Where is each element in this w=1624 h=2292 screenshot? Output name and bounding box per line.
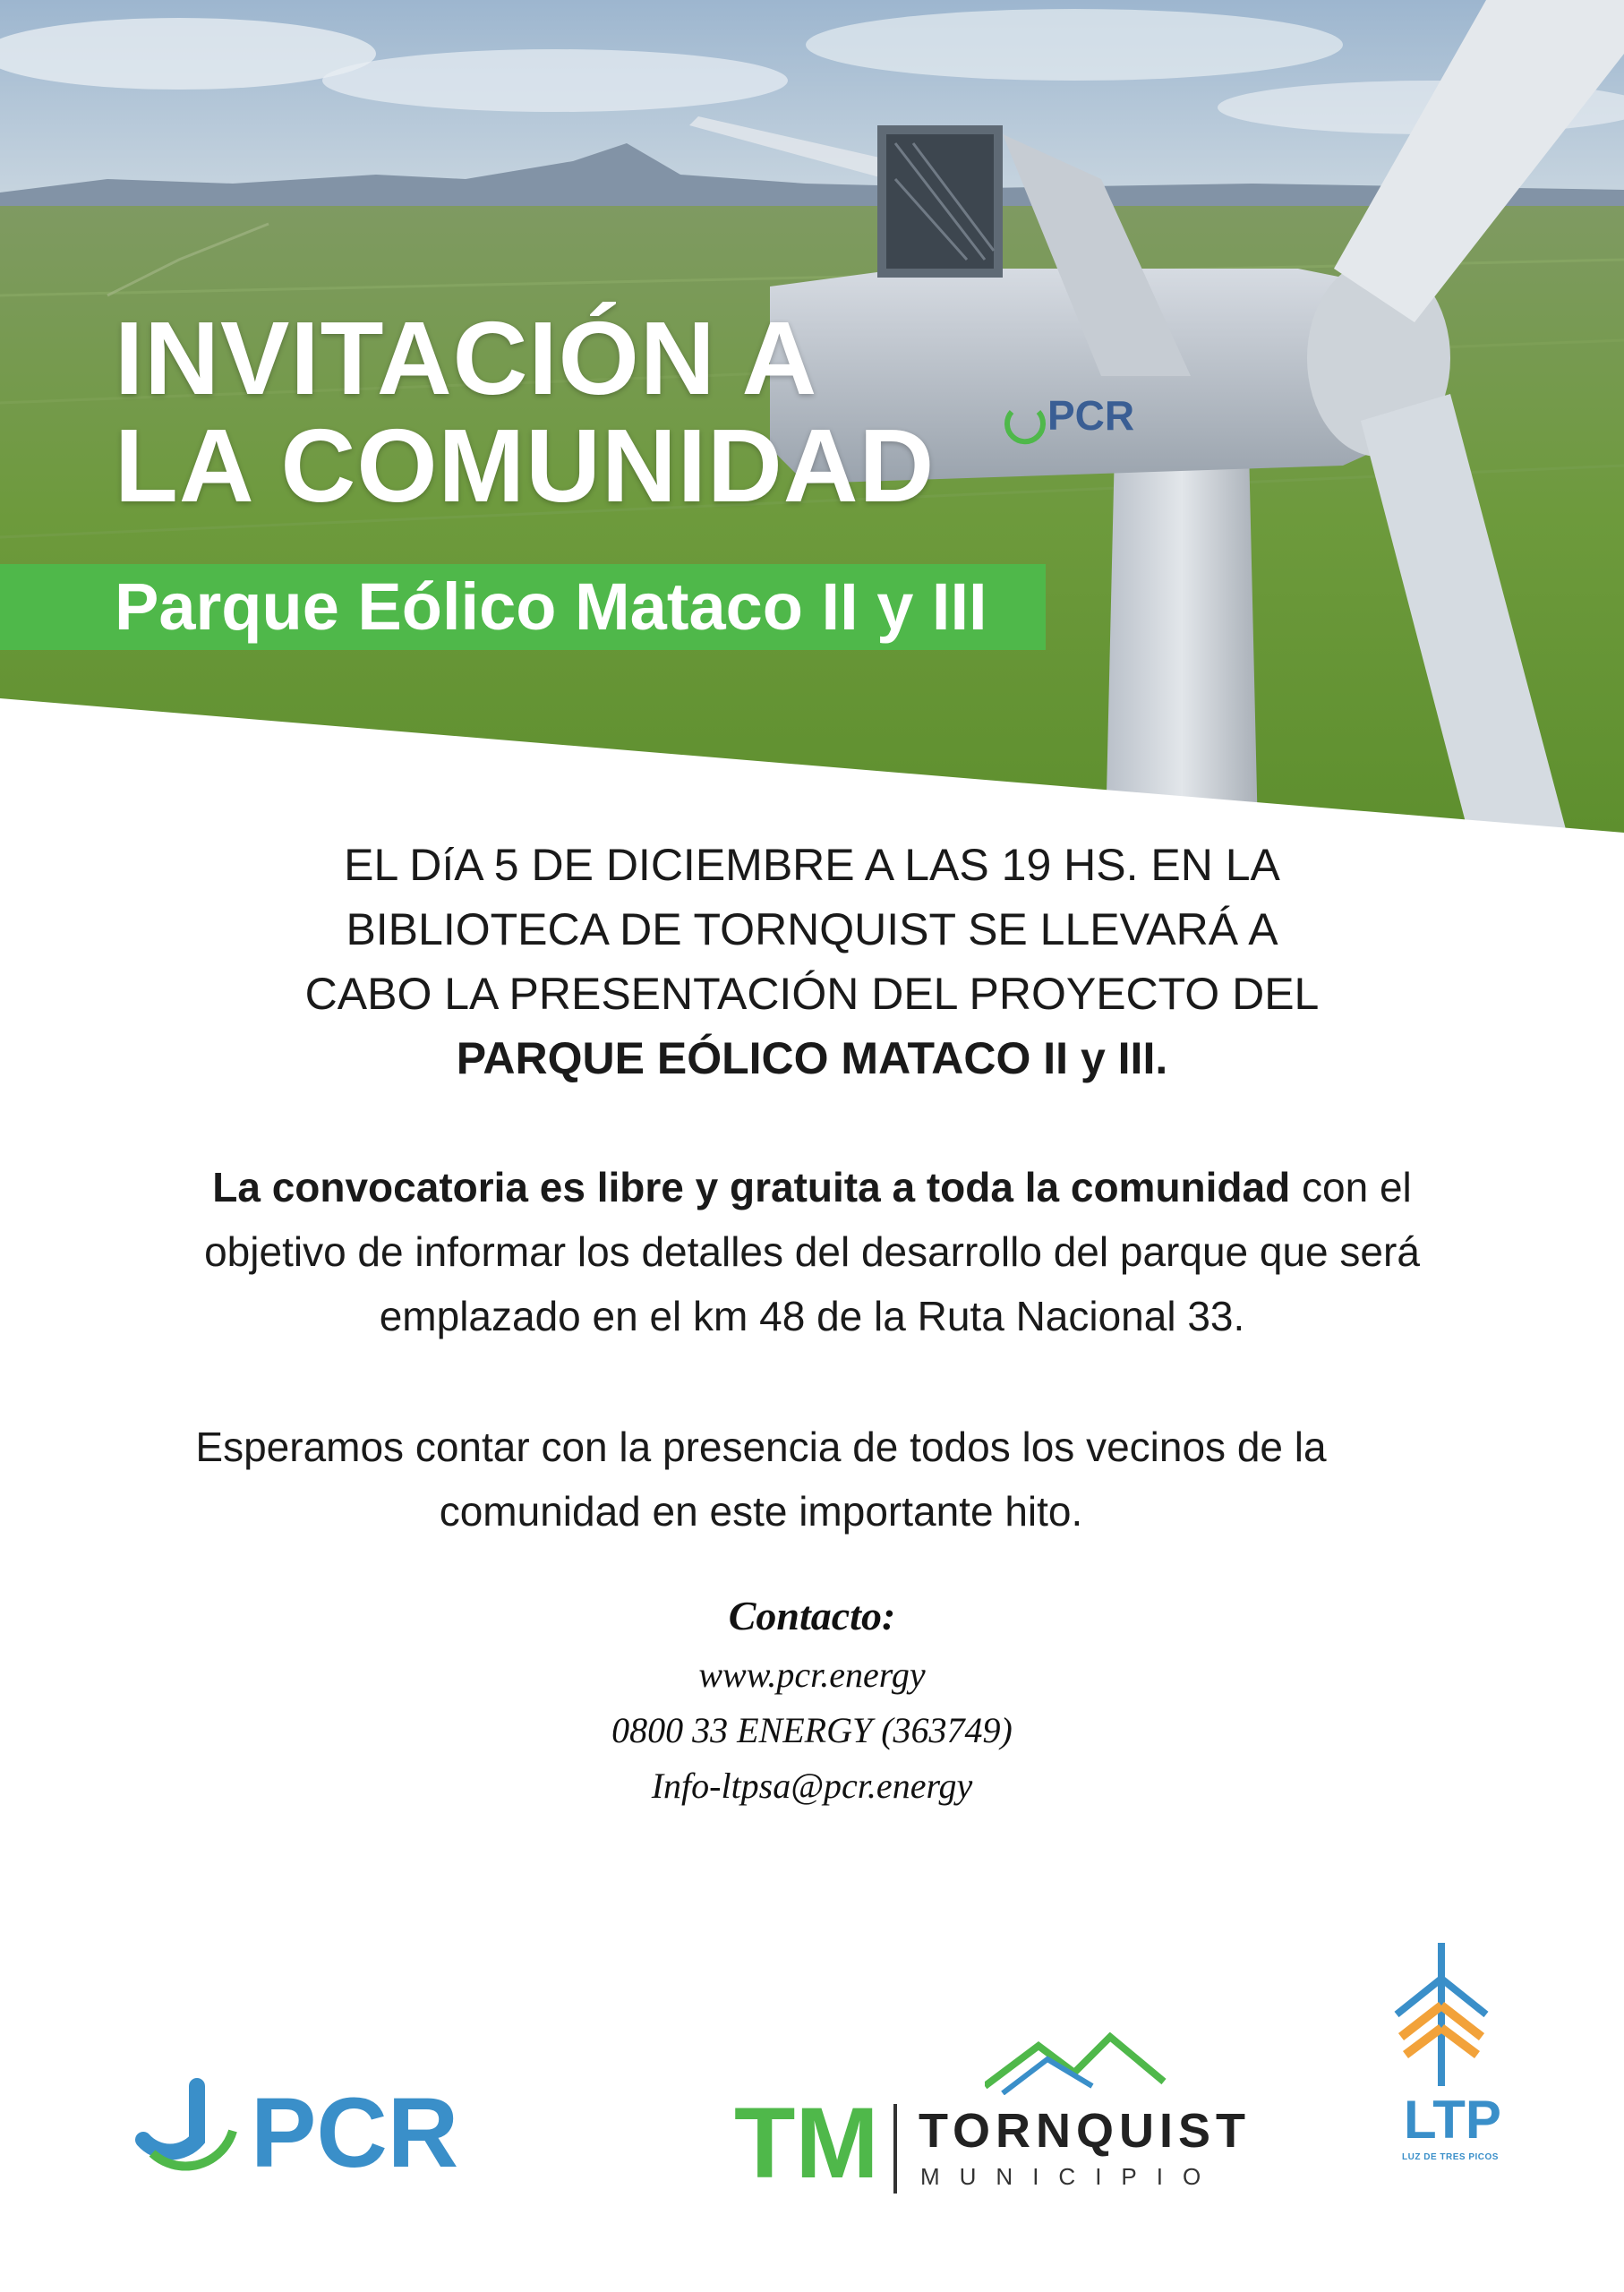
- announcement-line: CABO LA PRESENTACIÓN DEL PROYECTO DEL: [304, 969, 1320, 1019]
- announcement-line: EL DíA 5 DE DICIEMBRE A LAS 19 HS. EN LA: [344, 840, 1280, 890]
- announcement-line: BIBLIOTECA DE TORNQUIST SE LLEVARÁ A: [346, 904, 1278, 954]
- closing-text: comunidad en este importante hito.: [439, 1488, 1083, 1535]
- mountains-icon: [985, 2032, 1361, 2095]
- announcement: [179, 833, 1445, 1090]
- ltp-subtitle: LUZ DE TRES PICOS: [1402, 2152, 1499, 2162]
- pcr-logo: [134, 2077, 582, 2189]
- contact-phone[interactable]: 0800 33 ENERGY (363749): [611, 1710, 1013, 1750]
- invitation-text: emplazado en el km 48 de la Ruta Nacional 33.: [379, 1293, 1245, 1339]
- municipio-label: MUNICIPIO: [920, 2163, 1221, 2190]
- invitation-paragraph: [107, 1155, 1517, 1348]
- closing-text: Esperamos contar con la presencia de todos los vecinos de la: [195, 1424, 1327, 1470]
- ltp-initials: LTP: [1404, 2090, 1501, 2150]
- contact-website[interactable]: www.pcr.energy: [698, 1655, 926, 1695]
- announcement-project-name: PARQUE EÓLICO MATACO II y III.: [456, 1033, 1168, 1083]
- wind-turbine-icon: [1379, 1934, 1504, 2095]
- hero-banner: [0, 0, 1624, 833]
- ltp-logo: [1379, 1934, 1504, 2162]
- invitation-text: objetivo de informar los detalles del desarrollo del parque que será: [204, 1228, 1420, 1275]
- title-line-1: INVITACIÓN A: [115, 300, 818, 416]
- page-title: [115, 300, 936, 524]
- closing-paragraph: [134, 1415, 1388, 1544]
- invitation-bold: La convocatoria es libre y gratuita a toda la comunidad: [212, 1164, 1291, 1210]
- subtitle: Parque Eólico Mataco II y III: [115, 569, 987, 644]
- contact-email[interactable]: Info-ltpsa@pcr.energy: [651, 1766, 973, 1806]
- contact-section: [0, 1585, 1624, 1814]
- logo-divider: [893, 2104, 897, 2194]
- nacelle-logo-text: PCR: [1047, 392, 1135, 439]
- contact-title: Contacto:: [728, 1593, 896, 1638]
- title-line-2: LA COMUNIDAD: [115, 407, 936, 524]
- tm-initials: TM: [734, 2087, 879, 2199]
- invitation-text: con el: [1290, 1164, 1412, 1210]
- pcr-logo-text: PCR: [251, 2078, 459, 2185]
- tornquist-name: TORNQUIST: [919, 2104, 1252, 2158]
- pcr-logo-mark: [134, 2077, 582, 2185]
